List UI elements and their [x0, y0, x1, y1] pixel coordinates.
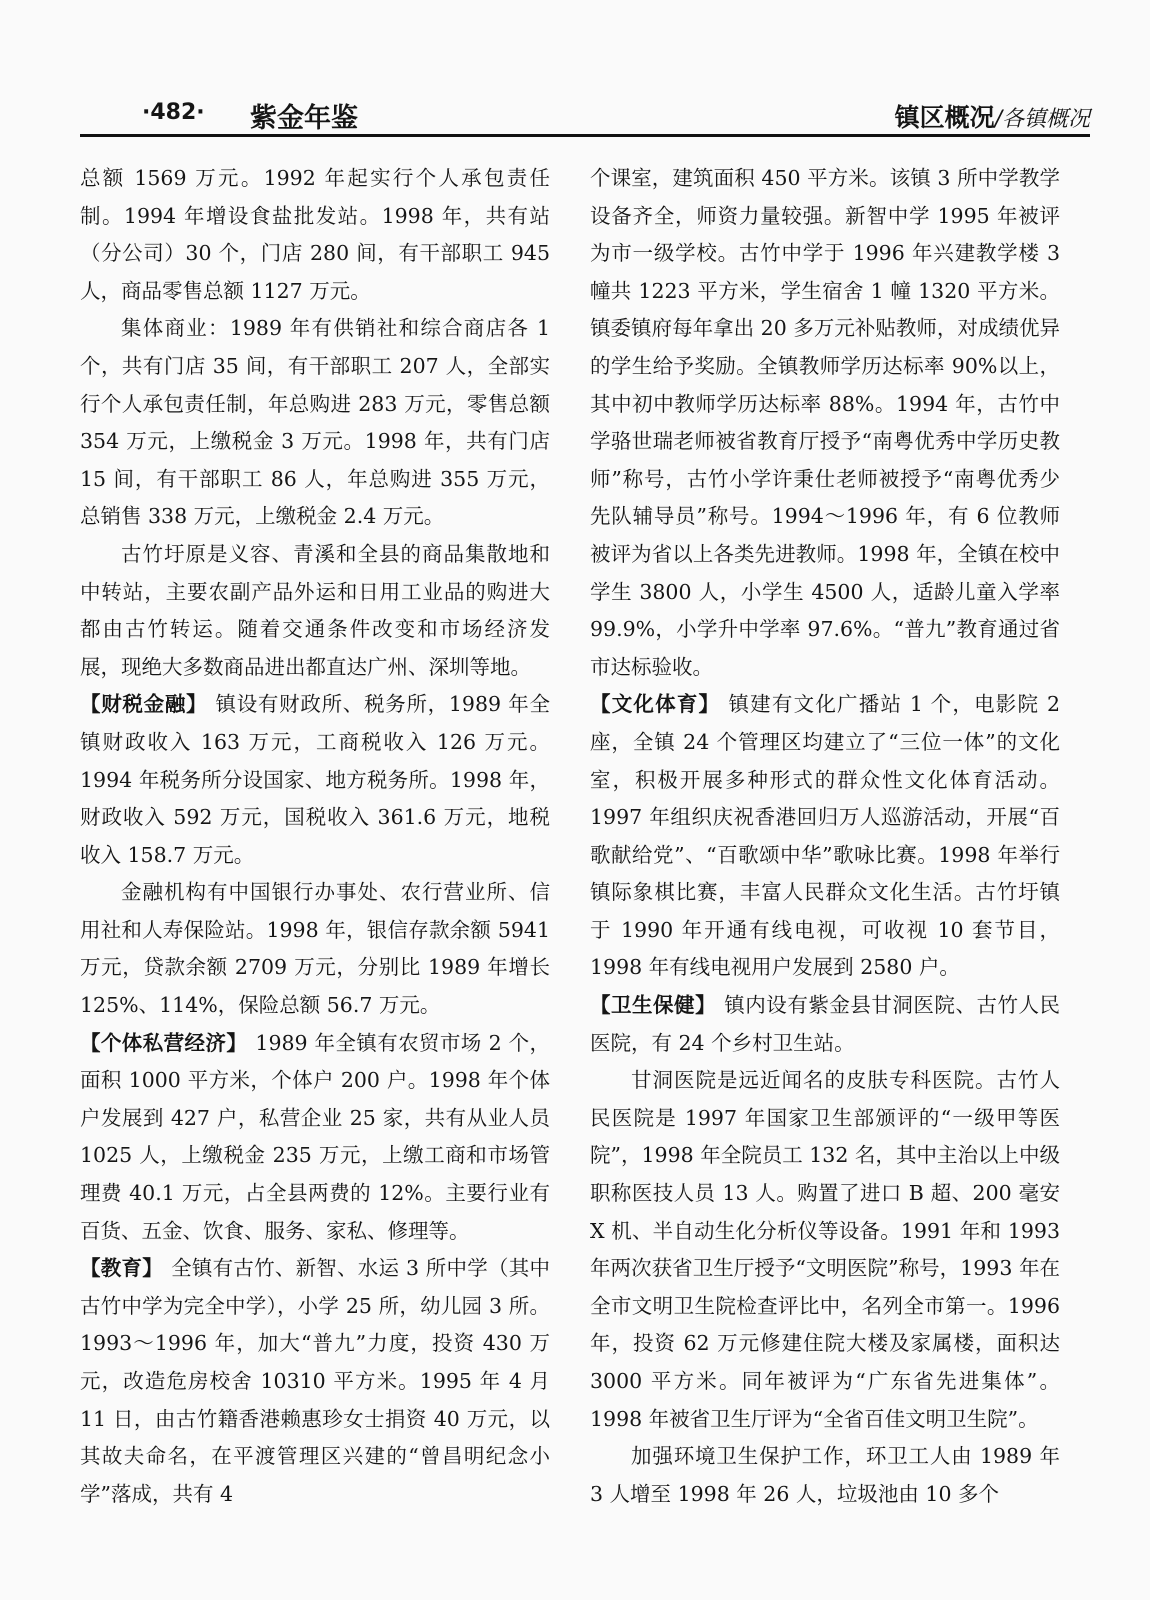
- paragraph: 加强环境卫生保护工作，环卫工人由 1989 年 3 人增至 1998 年 26 人，垃圾池由 10 多个: [590, 1444, 1060, 1506]
- section-title: [895, 98, 1090, 134]
- header-rule: [80, 134, 1090, 137]
- paragraph: 总额 1569 万元。1992 年起实行个人承包责任制。1994 年增设食盐批发站。1998 年，共有站（分公司）30 个，门店 280 间，有干部职工 945 人，商品零售总额 1127 万元。: [80, 166, 550, 303]
- entry-text: 镇建有文化广播站 1 个，电影院 2 座，全镇 24 个管理区均建立了“三位一体”的文化室，积极开展多种形式的群众性文化体育活动。1997 年组织庆祝香港回归万人巡游活动，开展“百歌献给党”、“百歌颂中华”歌咏比赛。1998 年举行镇际象棋比赛，丰富人民群众文化生活。古竹圩镇于 1990 年开通有线电视，可收视 10 套节目，1998 年有线电视用户发展到 2580 户。: [590, 692, 1061, 980]
- paragraph: 个课室，建筑面积 450 平方米。该镇 3 所中学教学设备齐全，师资力量较强。新智中学 1995 年被评为市一级学校。古竹中学于 1996 年兴建教学楼 3 幢共 1223 平方米，学生宿舍 1 幢 1320 平方米。镇委镇府每年拿出 20 多万元补贴教师，对成绩优异的学生给予奖励。全镇教师学历达标率 90%以上，其中初中教师学历达标率 88%。1994 年，古竹中学骆世瑞老师被省教育厅授予“南粤优秀中学历史教师”称号，古竹小学许秉仕老师被授予“南粤优秀少先队辅导员”称号。1994～1996 年，有 6 位教师被评为省以上各类先进教师。1998 年，全镇在校中学生 3800 人，小学生 4500 人，适龄儿童入学率 99.9%，小学升中学率 97.6%。“普九”教育通过省市达标验收。: [590, 166, 1060, 679]
- page-header: [80, 96, 1090, 136]
- entry-text: 全镇有古竹、新智、水运 3 所中学（其中古竹中学为完全中学），小学 25 所，幼儿园 3 所。1993～1996 年，加大“普九”力度，投资 430 万元，改造危房校舍 10310 平方米。1995 年 4 月 11 日，由古竹籍香港赖惠珍女士捐资 40 万元，以其故夫命名，在平渡管理区兴建的“曾昌明纪念小学”落成，共有 4: [80, 1256, 550, 1506]
- entry-text: 镇设有财政所、税务所，1989 年全镇财政收入 163 万元，工商税收入 126 万元。1994 年税务所分设国家、地方税务所。1998 年，财政收入 592 万元，国税收入 361.6 万元，地税收入 158.7 万元。: [80, 692, 551, 867]
- page-number: ·482·: [142, 100, 205, 125]
- paragraph: 金融机构有中国银行办事处、农行营业所、信用社和人寿保险站。1998 年，银信存款余额 5941 万元，贷款余额 2709 万元，分别比 1989 年增长 125%、114%，保险总额 56.7 万元。: [80, 880, 550, 1018]
- entry-private-economy: [80, 1025, 550, 1251]
- entry-culture-sports: [590, 686, 1060, 987]
- entry-label: 【个体私营经济】: [80, 1030, 248, 1055]
- entry-finance: [80, 686, 550, 874]
- section-sub: /各镇概况: [994, 107, 1090, 132]
- left-column: [80, 160, 550, 1513]
- right-column: [590, 160, 1060, 1513]
- paragraph: 集体商业：1989 年有供销社和综合商店各 1 个，共有门店 35 间，有干部职工 207 人，全部实行个人承包责任制，年总购进 283 万元，零售总额 354 万元，上缴税金 3 万元。1998 年，共有门店 15 间，有干部职工 86 人，年总购进 355 万元，总销售 338 万元，上缴税金 2.4 万元。: [80, 316, 550, 529]
- entry-label: 【卫生保健】: [590, 993, 717, 1018]
- entry-text: 镇内设有紫金县甘洞医院、古竹人民医院，有 24 个乡村卫生站。: [590, 993, 1061, 1055]
- section-main: 镇区概况: [894, 103, 995, 132]
- entry-label: 【教育】: [80, 1256, 163, 1281]
- book-title: 紫金年鉴: [250, 103, 358, 134]
- entry-label: 【文化体育】: [590, 692, 721, 717]
- paragraph: 甘洞医院是远近闻名的皮肤专科医院。古竹人民医院是 1997 年国家卫生部颁评的“一级甲等医院”，1998 年全院员工 132 名，其中主治以上中级职称医技人员 13 人。购置了进口 B 超、200 毫安 X 机、半自动生化分析仪等设备。1991 年和 1993 年两次获省卫生厅授予“文明医院”称号，1993 年在全市文明卫生院检查评比中，名列全市第一。1996 年，投资 62 万元修建住院大楼及家属楼，面积达 3000 平方米。同年被评为“广东省先进集体”。1998 年被省卫生厅评为“全省百佳文明卫生院”。: [590, 1068, 1060, 1431]
- entry-label: 【财税金融】: [80, 692, 208, 717]
- entry-text: 1989 年全镇有农贸市场 2 个，面积 1000 平方米，个体户 200 户。1998 年个体户发展到 427 户，私营企业 25 家，共有从业人员 1025 人，上缴税金 235 万元，上缴工商和市场管理费 40.1 万元，占全县两费的 12%。主要行业有百货、五金、饮食、服务、家私、修理等。: [80, 1030, 550, 1243]
- entry-education: [80, 1250, 550, 1513]
- paragraph: 古竹圩原是义容、青溪和全县的商品集散地和中转站，主要农副产品外运和日用工业品的购进大都由古竹转运。随着交通条件改变和市场经济发展，现绝大多数商品进出都直达广州、深圳等地。: [80, 541, 550, 679]
- entry-health: [590, 987, 1060, 1062]
